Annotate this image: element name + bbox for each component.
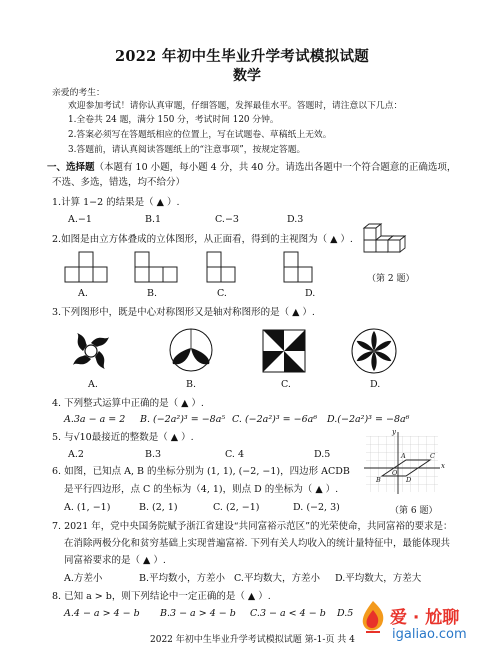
q3-option-d-figure [350, 327, 398, 375]
section-desc-2: 不选、多选，错选，均不给分） [52, 177, 186, 188]
greeting: 亲爱的考生： [52, 88, 105, 98]
q3-stem: 3.下列图形中，既是中心对称图形又是轴对称图形的是（ ▲ ）. [52, 307, 315, 318]
q5-option-a: A.2 [68, 449, 84, 460]
q2-option-d-figure [283, 251, 315, 283]
q6-option-d: D. (−2, 3) [293, 502, 340, 513]
q7-line3: 同富裕要求的是（ ▲ ）. [64, 555, 166, 566]
q2-option-a-figure [64, 251, 110, 283]
q7-option-a: A.方差小 [64, 573, 103, 584]
q6-option-b: B. (2, 1) [139, 502, 178, 513]
q3-option-c: C. [281, 379, 291, 390]
q2-stem: 2.如图是由立方体叠成的立体图形，从正面看，得到的主视图为（ ▲ ）. [52, 234, 353, 245]
q4-stem: 4. 下列整式运算中正确的是（ ▲ ）. [52, 398, 204, 409]
q2-option-c-figure [206, 251, 238, 283]
exam-title: 2022 年初中生毕业升学考试模拟试题 [115, 48, 370, 65]
q8-option-a: A.4 − a > 4 − b [64, 608, 140, 619]
q4-option-c: C. (−2a²)³ = −6a⁶ [232, 414, 318, 425]
q7-option-d: D.平均数大，方差大 [335, 573, 422, 584]
q7-line2: 在消除两极分化和贫穷基础上实现普遍富裕. 下列有关人均收入的统计量特征中，最能体现共 [64, 538, 451, 549]
q2-figure-caption: （第 2 题） [367, 274, 415, 284]
q2-option-c: C. [217, 288, 227, 299]
q5-stem: 5. 与√10最接近的整数是（ ▲ ）. [52, 432, 194, 443]
q1-option-b: B.1 [145, 214, 162, 225]
section-desc-1: （本题有 10 小题，每小题 4 分，共 40 分。请选出各题中一个符合题意的正确选项， [94, 162, 457, 173]
q6-option-c: C. (2, −1) [213, 502, 260, 513]
q8-option-b: B.3 − a > 4 − b [160, 608, 236, 619]
q5-option-b: B.3 [145, 449, 162, 460]
q3-option-c-figure [262, 329, 306, 373]
q1-option-a: A.−1 [68, 214, 92, 225]
q8-stem: 8. 已知 a > b，则下列结论中一定正确的是（ ▲ ）. [52, 591, 271, 602]
q6-point-a-label: A [401, 452, 406, 460]
q4-option-d: D.(−2a²)³ = −8a⁶ [327, 414, 410, 425]
q6-coordinate-figure [362, 428, 442, 500]
q6-point-c-label: C [430, 452, 435, 460]
notice-item-3: 3.答题前，请认真阅读答题纸上的“注意事项”，按规定答题。 [68, 145, 306, 155]
notice-item-2: 2.答案必须写在答题纸相应的位置上，写在试题卷、草稿纸上无效。 [68, 130, 332, 140]
q6-option-a: A. (1, −1) [64, 502, 111, 513]
q3-option-b-figure [168, 327, 214, 373]
watermark-brand: 爱 · 尬聊 [390, 608, 460, 628]
q4-option-b: B. (−2a²)³ = −8a⁵ [140, 414, 226, 425]
q7-line1: 7. 2021 年，党中央国务院赋予浙江省建设“共同富裕示范区”的光荣使命，共同富裕的要求是： [52, 521, 453, 532]
q1-stem: 1.计算 1−2 的结果是（ ▲ ）. [52, 197, 180, 208]
subject-title: 数学 [233, 68, 261, 84]
q2-option-b-figure [134, 251, 180, 283]
q2-option-a: A. [78, 288, 88, 299]
page-footer: 2022 年初中生毕业升学考试模拟试题 第-1-页 共 4 [150, 635, 355, 645]
q1-option-c: C.−3 [215, 214, 239, 225]
q4-option-a: A.3a − a = 2 [64, 414, 126, 425]
q6-axis-x-label: x [441, 462, 445, 470]
q3-option-a-figure [70, 330, 112, 372]
q6-stem-line2: 是平行四边形，点 C 的坐标为（4, 1)，则点 D 的坐标为（ ▲ ）. [64, 484, 339, 495]
q6-origin-label: O [392, 469, 398, 477]
q5-option-c: C. 4 [225, 449, 245, 460]
q3-option-a: A. [88, 379, 98, 390]
q3-option-b: B. [186, 379, 197, 390]
q2-solid-figure [356, 222, 412, 270]
q3-option-d: D. [370, 379, 381, 390]
q7-option-c: C.平均数大，方差小 [234, 573, 320, 584]
notice-intro: 欢迎参加考试！请你认真审题，仔细答题，发挥最佳水平。答题时，请注意以下几点： [68, 101, 403, 111]
q5-option-d: D.5 [314, 449, 331, 460]
q6-point-b-label: B [376, 476, 381, 484]
q1-option-d: D.3 [287, 214, 304, 225]
q6-axis-y-label: y [392, 428, 396, 436]
q7-option-b: B.平均数小，方差小 [139, 573, 226, 584]
section-heading-line [47, 162, 456, 174]
q2-option-d: D. [305, 288, 316, 299]
q8-option-c: C.3 − a < 4 − b [250, 608, 326, 619]
watermark-url: igaliao.com [392, 627, 467, 642]
q6-figure-caption: （第 6 题） [390, 506, 438, 516]
watermark-logo-icon [356, 598, 390, 638]
q6-point-d-label: D [406, 476, 412, 484]
q8-option-d: D.5 [337, 608, 354, 619]
q2-option-b: B. [147, 288, 158, 299]
notice-item-1: 1.全卷共 24 题，满分 150 分，考试时间 120 分钟。 [68, 115, 279, 125]
q6-stem-line1: 6. 如图，已知点 A, B 的坐标分别为 (1, 1), (−2, −1)，四边形 ACDB [52, 466, 350, 477]
section-heading: 一、选择题 [47, 162, 95, 173]
